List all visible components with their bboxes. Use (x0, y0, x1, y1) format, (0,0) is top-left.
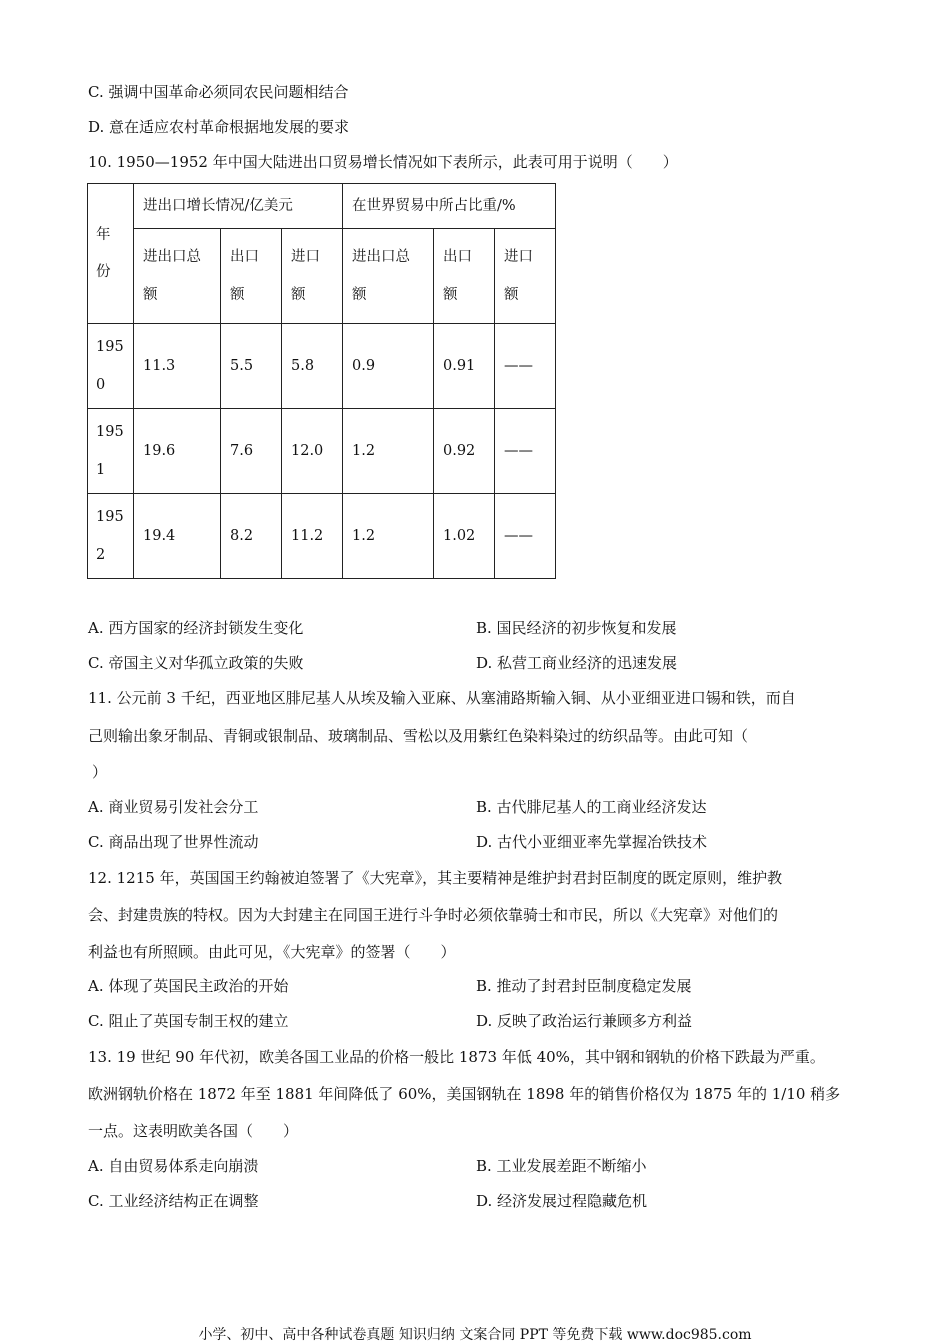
q12-stem-line1: 12. 1215 年，英国国王约翰被迫签署了《大宪章》，其主要精神是维护封君封臣制度的既定原则，维护教 (88, 869, 783, 887)
q12-option-d: D. 反映了政治运行兼顾多方利益 (476, 1012, 693, 1030)
group2-header: 在世界贸易中所占比重/% (343, 184, 556, 229)
cell: 12.0 (282, 409, 343, 494)
q12-stem-line3: 利益也有所照顾。由此可见，《大宪章》的签署（ ） (88, 943, 456, 961)
sub-header: 出口额 (221, 229, 282, 324)
cell: —— (495, 409, 556, 494)
sub-header: 进出口总额 (343, 229, 434, 324)
row-year: 1951 (88, 409, 134, 494)
q10-stem: 10. 1950—1952 年中国大陆进出口贸易增长情况如下表所示，此表可用于说明（ ） (88, 153, 678, 171)
cell: —— (495, 494, 556, 579)
page-footer: 小学、初中、高中各种试卷真题 知识归纳 文案合同 PPT 等免费下载 www.doc985.com (198, 1327, 752, 1343)
q11-stem-line1: 11. 公元前 3 千纪，西亚地区腓尼基人从埃及输入亚麻、从塞浦路斯输入铜、从小亚细亚进口锡和铁，而自 (88, 689, 796, 707)
q13-option-d: D. 经济发展过程隐藏危机 (476, 1192, 648, 1210)
q13-option-b: B. 工业发展差距不断缩小 (476, 1157, 647, 1175)
table-row (88, 324, 556, 409)
cell: 5.5 (221, 324, 282, 409)
cell: 7.6 (221, 409, 282, 494)
cell: 5.8 (282, 324, 343, 409)
cell: 1.02 (434, 494, 495, 579)
q11-stem-line2: 己则输出象牙制品、青铜或银制品、玻璃制品、雪松以及用紫红色染料染过的纺织品等。由此可知（ (88, 727, 749, 745)
q11-option-c: C. 商品出现了世界性流动 (88, 833, 259, 851)
q12-option-b: B. 推动了封君封臣制度稳定发展 (476, 977, 692, 995)
q12-option-c: C. 阻止了英国专制王权的建立 (88, 1012, 289, 1030)
q11-stem-line3: ） (92, 763, 108, 781)
year-header (88, 184, 134, 324)
group1-header: 进出口增长情况/亿美元 (134, 184, 343, 229)
sub-header: 出口额 (434, 229, 495, 324)
q10-option-d: D. 私营工商业经济的迅速发展 (476, 654, 678, 672)
sub-header: 进出口总额 (134, 229, 221, 324)
q12-option-a: A. 体现了英国民主政治的开始 (88, 977, 289, 995)
q13-stem-line3: 一点。这表明欧美各国（ ） (88, 1122, 299, 1140)
sub-header: 进口额 (495, 229, 556, 324)
cell: 19.4 (134, 494, 221, 579)
cell: 11.3 (134, 324, 221, 409)
cell: 0.92 (434, 409, 495, 494)
q13-stem-line2: 欧洲钢轨价格在 1872 年至 1881 年间降低了 60%，美国钢轨在 1898 年的销售价格仅为 1875 年的 1/10 稍多 (88, 1085, 841, 1103)
cell: 0.91 (434, 324, 495, 409)
cell: —— (495, 324, 556, 409)
q13-option-a: A. 自由贸易体系走向崩溃 (88, 1157, 259, 1175)
sub-header: 进口额 (282, 229, 343, 324)
q13-option-c: C. 工业经济结构正在调整 (88, 1192, 259, 1210)
trade-table (87, 183, 556, 579)
q9-option-c: C. 强调中国革命必须同农民问题相结合 (88, 83, 349, 101)
row-year: 1950 (88, 324, 134, 409)
cell: 1.2 (343, 409, 434, 494)
cell: 11.2 (282, 494, 343, 579)
table-row (88, 494, 556, 579)
q12-stem-line2: 会、封建贵族的特权。因为大封建主在同国王进行斗争时必须依靠骑士和市民，所以《大宪章》对他们的 (88, 906, 779, 924)
cell: 0.9 (343, 324, 434, 409)
q11-option-b: B. 古代腓尼基人的工商业经济发达 (476, 798, 707, 816)
q13-stem-line1: 13. 19 世纪 90 年代初，欧美各国工业品的价格一般比 1873 年低 40%，其中钢和钢轨的价格下跌最为严重。 (88, 1048, 825, 1066)
cell: 1.2 (343, 494, 434, 579)
q11-option-a: A. 商业贸易引发社会分工 (88, 798, 259, 816)
table-row (88, 409, 556, 494)
q10-option-c: C. 帝国主义对华孤立政策的失败 (88, 654, 304, 672)
cell: 8.2 (221, 494, 282, 579)
year-header-text: 年份 (96, 226, 111, 280)
row-year: 1952 (88, 494, 134, 579)
q10-option-b: B. 国民经济的初步恢复和发展 (476, 619, 677, 637)
q9-option-d: D. 意在适应农村革命根据地发展的要求 (88, 118, 350, 136)
cell: 19.6 (134, 409, 221, 494)
q10-option-a: A. 西方国家的经济封锁发生变化 (88, 619, 304, 637)
q11-option-d: D. 古代小亚细亚率先掌握冶铁技术 (476, 833, 708, 851)
